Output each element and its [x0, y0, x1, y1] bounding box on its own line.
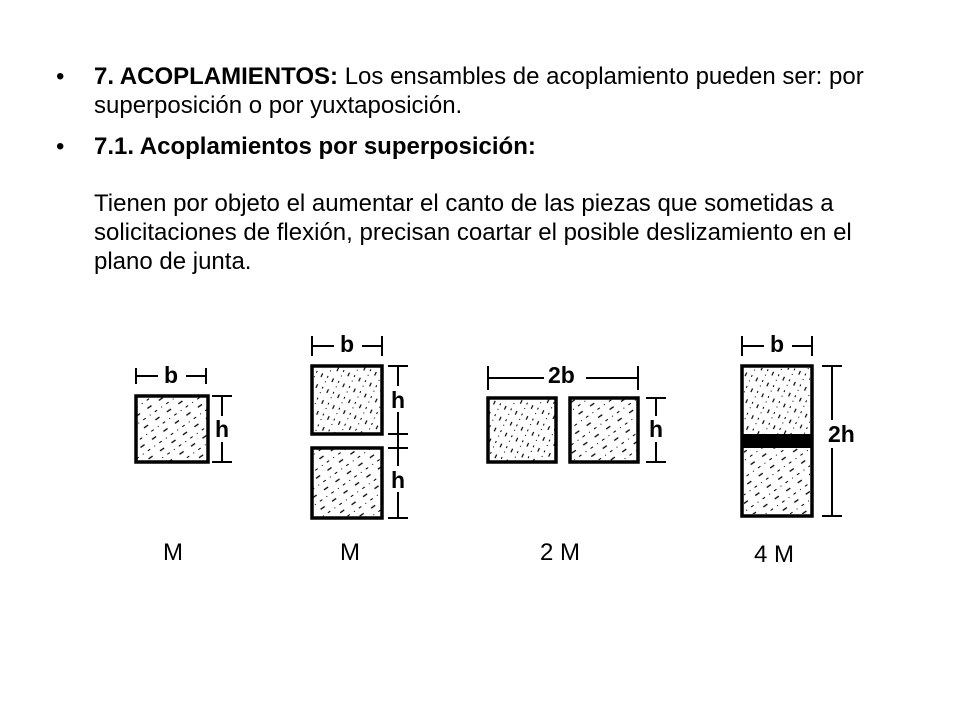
moment-label: M — [163, 539, 183, 566]
figure-stacked-separate — [312, 330, 412, 566]
width-label: b — [340, 331, 355, 357]
height-label-top: h — [391, 387, 406, 413]
width-label: 2b — [548, 362, 575, 388]
height-label: 2h — [828, 421, 855, 447]
figure-side-by-side — [488, 360, 670, 566]
moment-label: 4 M — [754, 541, 795, 568]
beam-section-bottom — [312, 448, 382, 518]
height-label: h — [649, 416, 664, 442]
bullet-text: Los ensambles de acoplamiento pueden ser: por superposición o por yuxtaposición. — [94, 63, 864, 119]
beam-section — [136, 396, 208, 462]
glue-joint — [742, 434, 812, 448]
beam-section-right — [570, 398, 638, 462]
beam-section-top — [312, 366, 382, 434]
bullet-title: 7.1. Acoplamientos por superposición: — [94, 133, 536, 160]
beam-figures — [0, 320, 960, 580]
width-label: b — [164, 362, 179, 388]
bullet-marker: • — [56, 133, 65, 160]
bullet-superposicion — [56, 132, 916, 276]
bullet-acoplamientos — [56, 62, 916, 120]
width-label: b — [770, 331, 785, 357]
figure-single-section — [136, 360, 236, 566]
height-label: h — [215, 416, 230, 442]
height-label-bottom: h — [391, 467, 406, 493]
moment-label: 2 M — [540, 539, 581, 566]
bullet-title: 7. ACOPLAMIENTOS: — [94, 63, 339, 90]
figure-stacked-joined — [742, 330, 864, 568]
bullet-list — [56, 62, 916, 276]
beam-section-left — [488, 398, 556, 462]
bullet-marker: • — [56, 63, 65, 90]
beam-diagram — [0, 320, 960, 580]
moment-label: M — [340, 539, 360, 566]
bullet-description: Tienen por objeto el aumentar el canto de las piezas que sometidas a solicitaciones de flexión, precisan coartar el posible deslizamiento en el plano de junta. — [94, 190, 852, 275]
